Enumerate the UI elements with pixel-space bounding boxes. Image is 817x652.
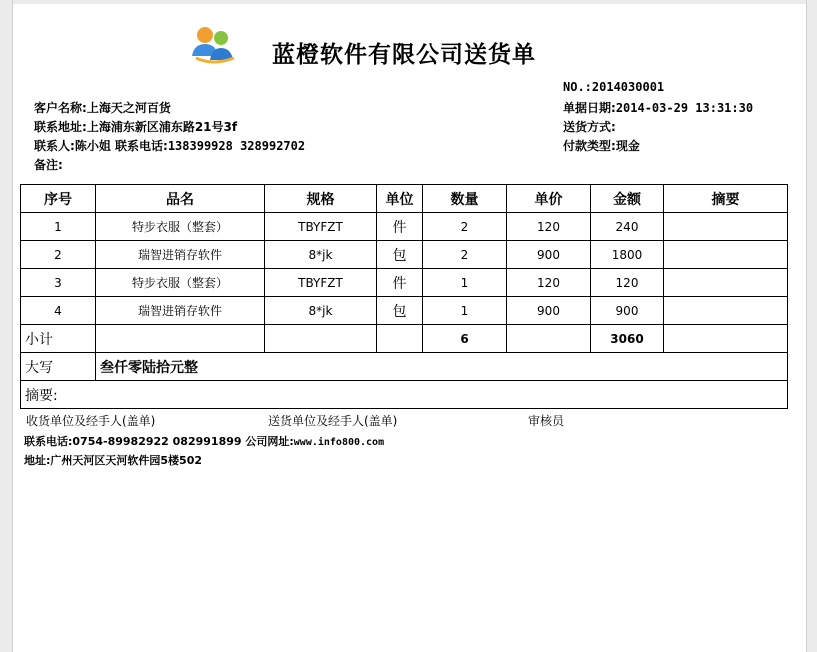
cell-unit: 包 <box>377 297 423 325</box>
cell-remark <box>664 241 788 269</box>
address-value: 上海浦东新区浦东路21号3f <box>86 120 238 134</box>
cell-spec: 8*jk <box>265 241 377 269</box>
cell-price: 120 <box>507 213 591 241</box>
daxie-value: 叁仟零陆拾元整 <box>96 353 788 381</box>
cell-unit: 包 <box>377 241 423 269</box>
cell-index: 2 <box>21 241 96 269</box>
phone-label: 联系电话: <box>115 139 168 153</box>
cell-index: 3 <box>21 269 96 297</box>
header-quantity: 数量 <box>423 185 507 213</box>
subtotal-row <box>21 325 788 353</box>
cell-unit: 件 <box>377 269 423 297</box>
date-row <box>563 99 753 116</box>
cell-quantity: 1 <box>423 297 507 325</box>
cell-spec: TBYFZT <box>265 213 377 241</box>
footer-address: 地址:广州天河区天河软件园5楼502 <box>24 454 203 467</box>
cell-remark <box>664 297 788 325</box>
window-left-edge <box>0 0 13 652</box>
summary-label: 摘要: <box>21 381 788 409</box>
cell-amount: 120 <box>591 269 664 297</box>
cell-product: 特步衣服（整套） <box>96 269 265 297</box>
cell-quantity: 2 <box>423 241 507 269</box>
window-right-edge <box>806 0 817 652</box>
subtotal-label: 小计 <box>21 325 96 353</box>
contact-row <box>34 137 305 154</box>
contact-value: 陈小姐 <box>74 139 111 153</box>
receiver-signature: 收货单位及经手人(盖单) <box>26 414 156 428</box>
cell-index: 4 <box>21 297 96 325</box>
subtotal-empty <box>96 325 265 353</box>
contact-label: 联系人: <box>34 139 75 153</box>
phone-value: 138399928 328992702 <box>167 139 306 153</box>
cell-product: 瑞智进销存软件 <box>96 241 265 269</box>
sender-signature: 送货单位及经手人(盖单) <box>268 414 398 428</box>
date-value: 2014-03-29 13:31:30 <box>615 101 754 115</box>
cell-price: 900 <box>507 241 591 269</box>
cell-unit: 件 <box>377 213 423 241</box>
subtotal-empty <box>507 325 591 353</box>
cell-amount: 900 <box>591 297 664 325</box>
table-row <box>21 213 788 241</box>
subtotal-empty <box>265 325 377 353</box>
header-spec: 规格 <box>265 185 377 213</box>
date-label: 单据日期: <box>563 101 616 115</box>
table-row <box>21 269 788 297</box>
address-label: 联系地址: <box>34 120 87 134</box>
payment-label: 付款类型: <box>563 139 616 153</box>
cell-spec: 8*jk <box>265 297 377 325</box>
payment-row <box>563 137 640 154</box>
customer-value: 上海天之河百货 <box>86 101 171 115</box>
cell-spec: TBYFZT <box>265 269 377 297</box>
cell-quantity: 1 <box>423 269 507 297</box>
document-title: 蓝橙软件有限公司送货单 <box>272 41 536 68</box>
footer-web-label: 公司网址: <box>245 435 294 448</box>
header-product: 品名 <box>96 185 265 213</box>
customer-row <box>34 99 171 116</box>
footer-phone: 0754-89982922 082991899 <box>72 435 242 448</box>
cell-amount: 1800 <box>591 241 664 269</box>
subtotal-quantity: 6 <box>423 325 507 353</box>
cell-index: 1 <box>21 213 96 241</box>
cell-product: 瑞智进销存软件 <box>96 297 265 325</box>
table-row <box>21 241 788 269</box>
daxie-row <box>21 353 788 381</box>
people-logo-icon <box>188 22 238 66</box>
cell-product: 特步衣服（整套） <box>96 213 265 241</box>
items-table <box>20 184 788 409</box>
cell-remark <box>664 213 788 241</box>
delivery-method-label: 送货方式: <box>563 120 616 134</box>
payment-value: 现金 <box>615 139 640 153</box>
auditor-signature: 审核员 <box>528 414 565 428</box>
footer-website: www.info800.com <box>293 437 385 448</box>
header-remark: 摘要 <box>664 185 788 213</box>
remark-label: 备注: <box>34 158 63 172</box>
cell-amount: 240 <box>591 213 664 241</box>
footer-phone-label: 联系电话: <box>24 435 73 448</box>
customer-label: 客户名称: <box>34 101 87 115</box>
header-amount: 金额 <box>591 185 664 213</box>
header-unit: 单位 <box>377 185 423 213</box>
subtotal-amount: 3060 <box>591 325 664 353</box>
subtotal-empty <box>664 325 788 353</box>
subtotal-empty <box>377 325 423 353</box>
header-price: 单价 <box>507 185 591 213</box>
footer-contact-row <box>24 433 384 449</box>
table-row <box>21 297 788 325</box>
cell-price: 900 <box>507 297 591 325</box>
header-index: 序号 <box>21 185 96 213</box>
address-row <box>34 118 237 135</box>
summary-row <box>21 381 788 409</box>
cell-remark <box>664 269 788 297</box>
table-header-row <box>21 185 788 213</box>
cell-price: 120 <box>507 269 591 297</box>
document-number: NO.:2014030001 <box>563 80 665 94</box>
cell-quantity: 2 <box>423 213 507 241</box>
daxie-label: 大写 <box>21 353 96 381</box>
